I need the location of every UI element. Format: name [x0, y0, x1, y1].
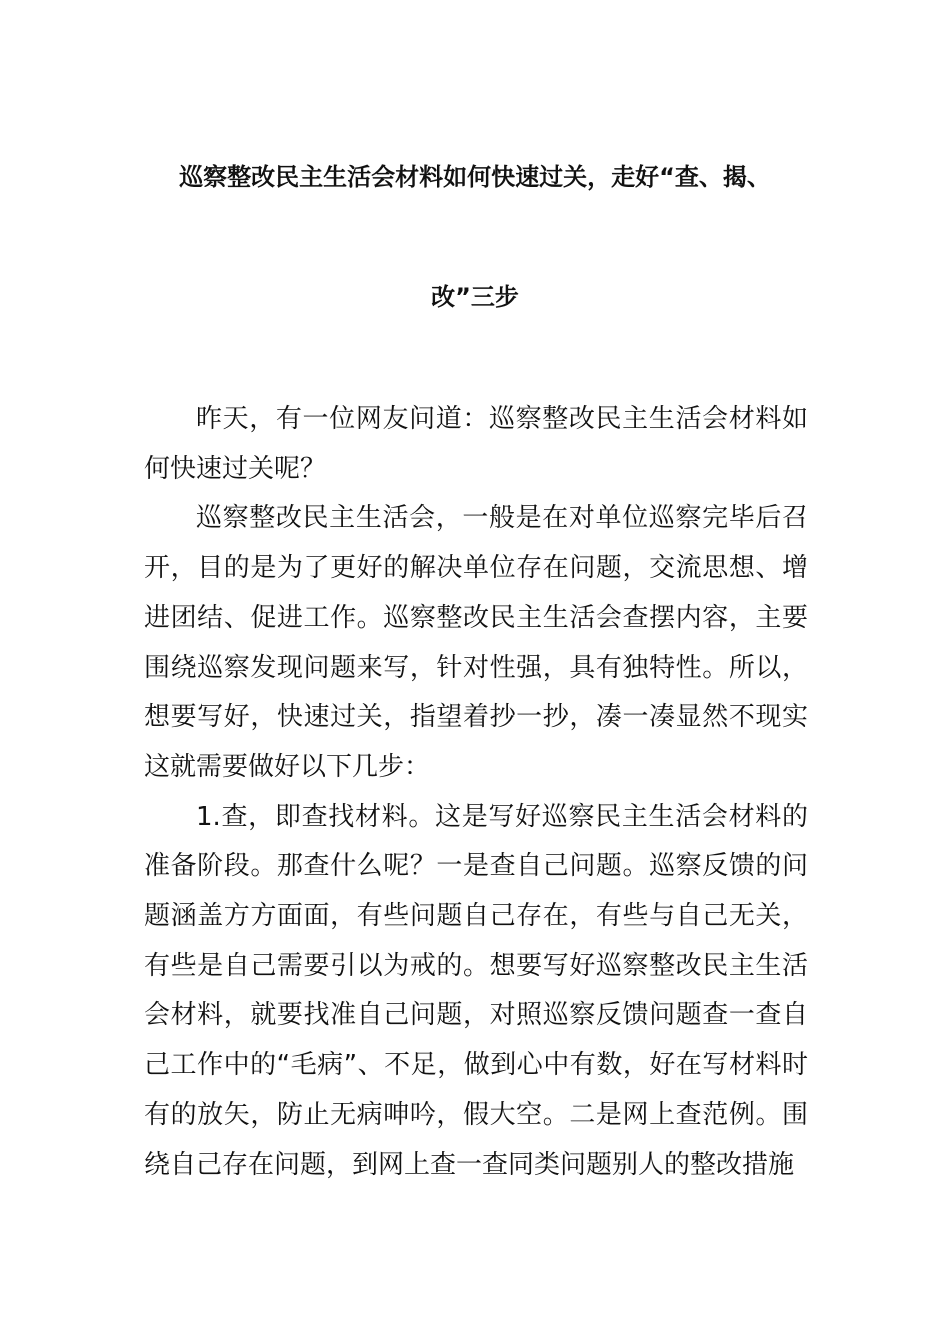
paragraph-intro: 昨天，有一位网友问道：巡察整改民主生活会材料如何快速过关呢？ — [144, 404, 808, 484]
document-title-line-2: 改”三步 — [431, 283, 519, 311]
document-title-line-1: 巡察整改民主生活会材料如何快速过关，走好“查、揭、 — [179, 163, 771, 191]
paragraph-step-1: 1.查，即查找材料。这是写好巡察民主生活会材料的准备阶段。那查什么呢？一是查自己问题。巡察反馈的问题涵盖方方面面，有些问题自己存在，有些与自己无关，有些是自己需要引以为戒的。想要写好巡察整改民主生活会材料，就要找准自己问题，对照巡察反馈问题查一查自己工作中的“毛病”、不足，做到心中有数，好在写材料时有的放矢，防止无病呻吟，假大空。二是网上查范例。围绕自己存在问题，到网上查一查同类问题别人的整改措施 — [144, 801, 808, 1180]
document-body — [144, 395, 808, 1190]
paragraph-background: 巡察整改民主生活会，一般是在对单位巡察完毕后召开，目的是为了更好的解决单位存在问题，交流思想、增进团结、促进工作。巡察整改民主生活会查摆内容，主要围绕巡察发现问题来写，针对性强，具有独特性。所以，想要写好，快速过关，指望着抄一抄，凑一凑显然不现实这就需要做好以下几步： — [144, 503, 808, 782]
